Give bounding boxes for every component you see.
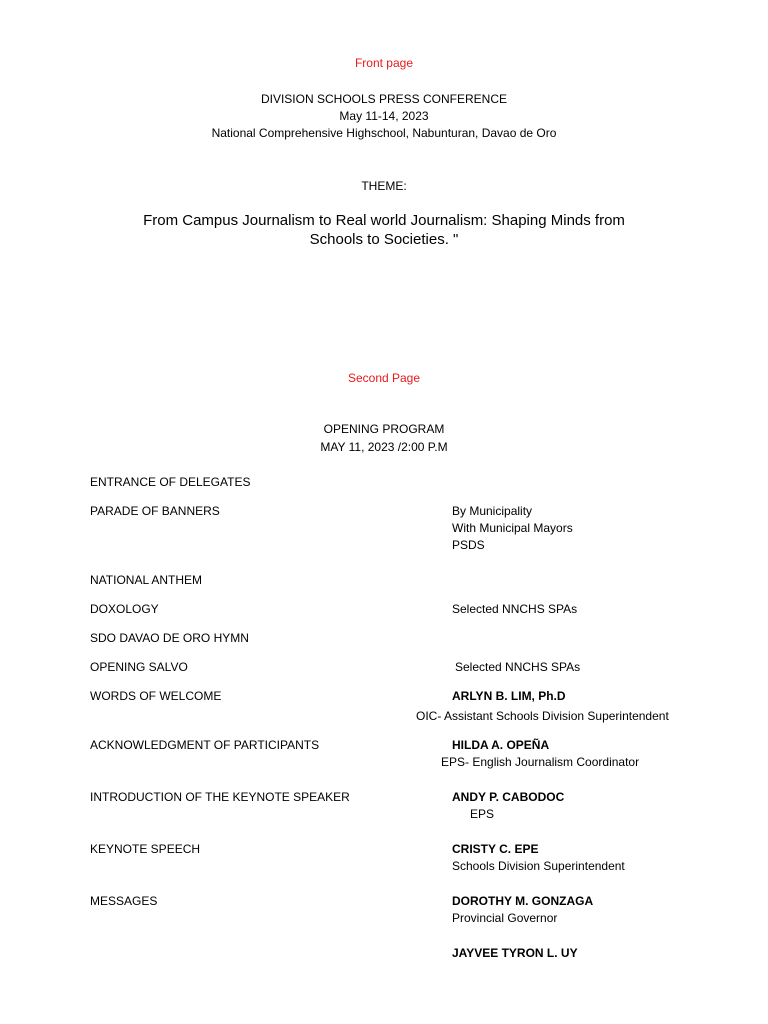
speaker-name: DOROTHY M. GONZAGA (452, 894, 594, 908)
program-item-label: DOXOLOGY (90, 602, 159, 616)
program-item-detail: Selected NNCHS SPAs (455, 660, 581, 674)
theme-label: THEME: (361, 179, 407, 193)
speaker-role: EPS (470, 807, 495, 821)
program-item-label: ACKNOWLEDGMENT OF PARTICIPANTS (90, 738, 320, 752)
program-item-label: MESSAGES (90, 894, 158, 908)
speaker-name: CRISTY C. EPE (452, 842, 539, 856)
program-item-label: OPENING SALVO (90, 660, 188, 674)
program-item-label: ENTRANCE OF DELEGATES (90, 475, 251, 489)
program-item-label: NATIONAL ANTHEM (90, 573, 203, 587)
front-page-label: Front page (354, 56, 414, 70)
speaker-name: HILDA A. OPEÑA (452, 738, 550, 752)
speaker-role: Provincial Governor (452, 911, 558, 925)
program-item-detail: By Municipality (452, 504, 533, 518)
program-datetime: MAY 11, 2023 /2:00 P.M (320, 440, 448, 454)
program-item-label: INTRODUCTION OF THE KEYNOTE SPEAKER (90, 790, 350, 804)
speaker-name: JAYVEE TYRON L. UY (452, 946, 578, 960)
program-item-detail: Selected NNCHS SPAs (452, 602, 578, 616)
speaker-name: ARLYN B. LIM, Ph.D (452, 689, 566, 703)
speaker-role: Schools Division Superintendent (452, 859, 625, 873)
program-item-label: PARADE OF BANNERS (90, 504, 220, 518)
conference-venue: National Comprehensive Highschool, Nabunturan, Davao de Oro (211, 126, 557, 140)
conference-title: DIVISION SCHOOLS PRESS CONFERENCE (260, 92, 508, 106)
program-item-detail: PSDS (452, 538, 485, 552)
theme-text-line-1: From Campus Journalism to Real world Journalism: Shaping Minds from (143, 212, 625, 229)
program-title: OPENING PROGRAM (323, 422, 445, 436)
theme-text-line-2: Schools to Societies. " (309, 231, 459, 248)
program-item-detail: With Municipal Mayors (452, 521, 573, 535)
speaker-role: OIC- Assistant Schools Division Superintendent (416, 709, 669, 723)
program-item-label: SDO DAVAO DE ORO HYMN (90, 631, 249, 645)
speaker-name: ANDY P. CABODOC (452, 790, 565, 804)
speaker-role: EPS- English Journalism Coordinator (441, 755, 640, 769)
second-page-label: Second Page (347, 371, 421, 385)
program-item-label: KEYNOTE SPEECH (90, 842, 201, 856)
program-item-label: WORDS OF WELCOME (90, 689, 222, 703)
conference-dates: May 11-14, 2023 (339, 109, 429, 123)
